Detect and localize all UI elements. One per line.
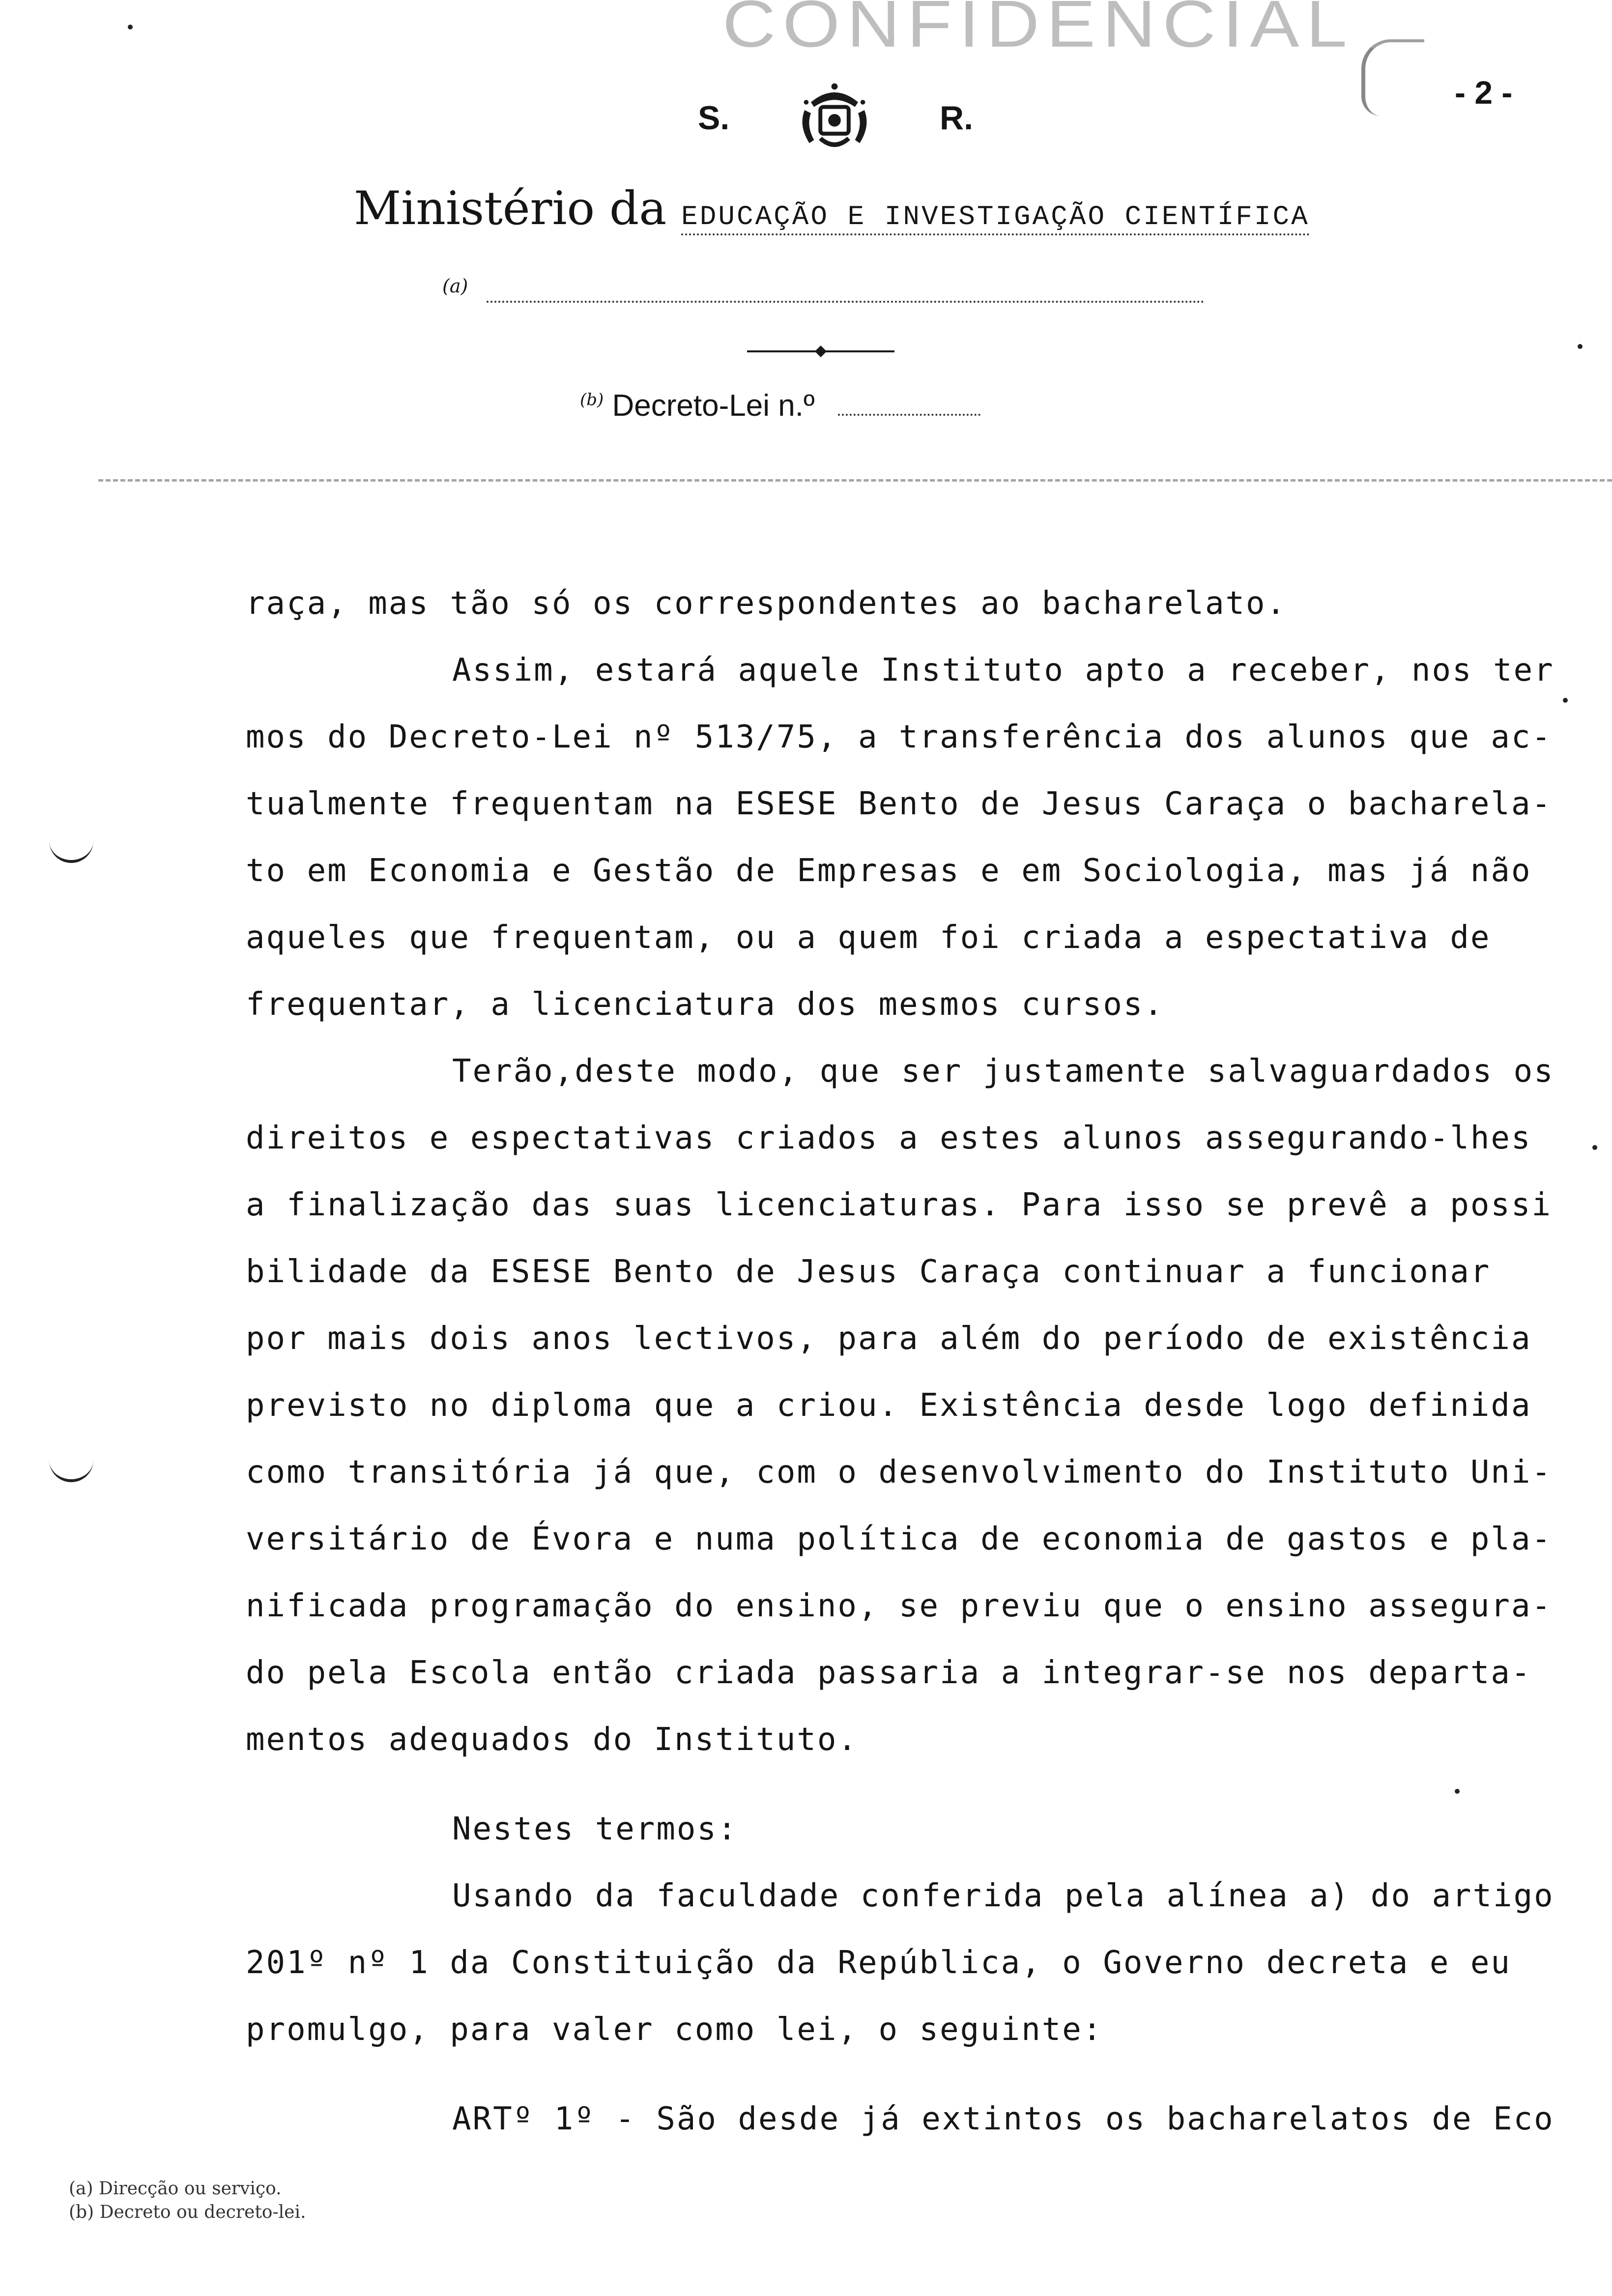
decree-number-label: n.º [778,389,815,423]
decree-label: Decreto-Lei [612,389,770,423]
body-line: versitário de Évora e numa política de economia de gastos e pla- [246,1521,1552,1557]
coat-of-arms-icon [795,79,874,157]
punch-hole-mark [49,1455,93,1482]
confidential-stamp: CONFIDENCIAL [722,0,1354,61]
body-line: aqueles que frequentam, ou a quem foi criada a espectativa de [246,919,1491,956]
footnotes [69,2177,306,2224]
body-line: promulgo, para valer como lei, o seguinte: [246,2011,1103,2048]
body-line: por mais dois anos lectivos, para além do período de existência [246,1320,1532,1357]
decree-fill-line [838,414,980,416]
body-line: Usando da faculdade conferida pela alínea a) do artigo [452,1878,1554,1914]
body-line: raça, mas tão só os correspondentes ao bacharelato. [246,585,1287,622]
letterhead-right-letter: R. [940,99,973,137]
letterhead-left-letter: S. [698,99,730,137]
body-line: previsto no diploma que a criou. Existência desde logo definida [246,1387,1532,1424]
speck [1563,698,1568,703]
direction-marker: (a) [442,275,468,297]
body-line: Nestes termos: [452,1811,738,1847]
punch-hole-mark [49,835,93,863]
decree-marker: (b) [580,390,604,410]
page-number: - 2 - [1455,74,1513,111]
body-line: mentos adequados do Instituto. [246,1722,858,1758]
body-line: 201º nº 1 da Constituição da República, o Governo decreta e eu [246,1945,1511,1981]
handwritten-bracket-mark [1361,39,1424,116]
direction-fill-line [487,301,1204,303]
body-line: como transitória já que, com o desenvolvimento do Instituto Uni- [246,1454,1552,1491]
body-line: a finalização das suas licenciaturas. Para isso se prevê a possi [246,1187,1552,1223]
body-line: bilidade da ESESE Bento de Jesus Caraça continuar a funcionar [246,1254,1491,1290]
body-line: ARTº 1º - São desde já extintos os bacharelatos de Eco [452,2101,1554,2137]
speck [1578,344,1583,349]
ministry-department: EDUCAÇÃO E INVESTIGAÇÃO CIENTÍFICA [681,201,1310,235]
speck [1455,1789,1460,1794]
decree-line [580,388,980,423]
paragraph-gap [246,2063,1543,2086]
body-line: to em Economia e Gestão de Empresas e em Sociologia, mas já não [246,853,1532,889]
body-line: do pela Escola então criada passaria a integrar-se nos departa- [246,1655,1532,1691]
divider-ornament [747,344,894,359]
letterhead [698,79,973,157]
header-separator [98,479,1612,482]
body-line: Terão,deste modo, que ser justamente salvaguardados os [452,1053,1554,1090]
body-line: mos do Decreto-Lei nº 513/75, a transferência dos alunos que ac- [246,719,1552,755]
speck [1592,1145,1597,1150]
footnote-b: (b) Decreto ou decreto-lei. [69,2202,306,2222]
body-line: nificada programação do ensino, se previu que o ensino assegura- [246,1588,1552,1624]
body-line: tualmente frequentam na ESESE Bento de Jesus Caraça o bacharela- [246,786,1552,822]
ministry-title [354,182,1310,235]
body-line: direitos e espectativas criados a estes alunos assegurando-lhes [246,1120,1532,1156]
paragraph-gap [246,1773,1543,1796]
body-line: Assim, estará aquele Instituto apto a receber, nos ter [452,652,1554,689]
ministry-prefix: Ministério da [354,182,667,235]
footnote-a: (a) Direcção ou serviço. [69,2179,282,2199]
speck [128,25,133,29]
body-text [246,570,1554,2152]
body-line: frequentar, a licenciatura dos mesmos cursos. [246,986,1164,1023]
